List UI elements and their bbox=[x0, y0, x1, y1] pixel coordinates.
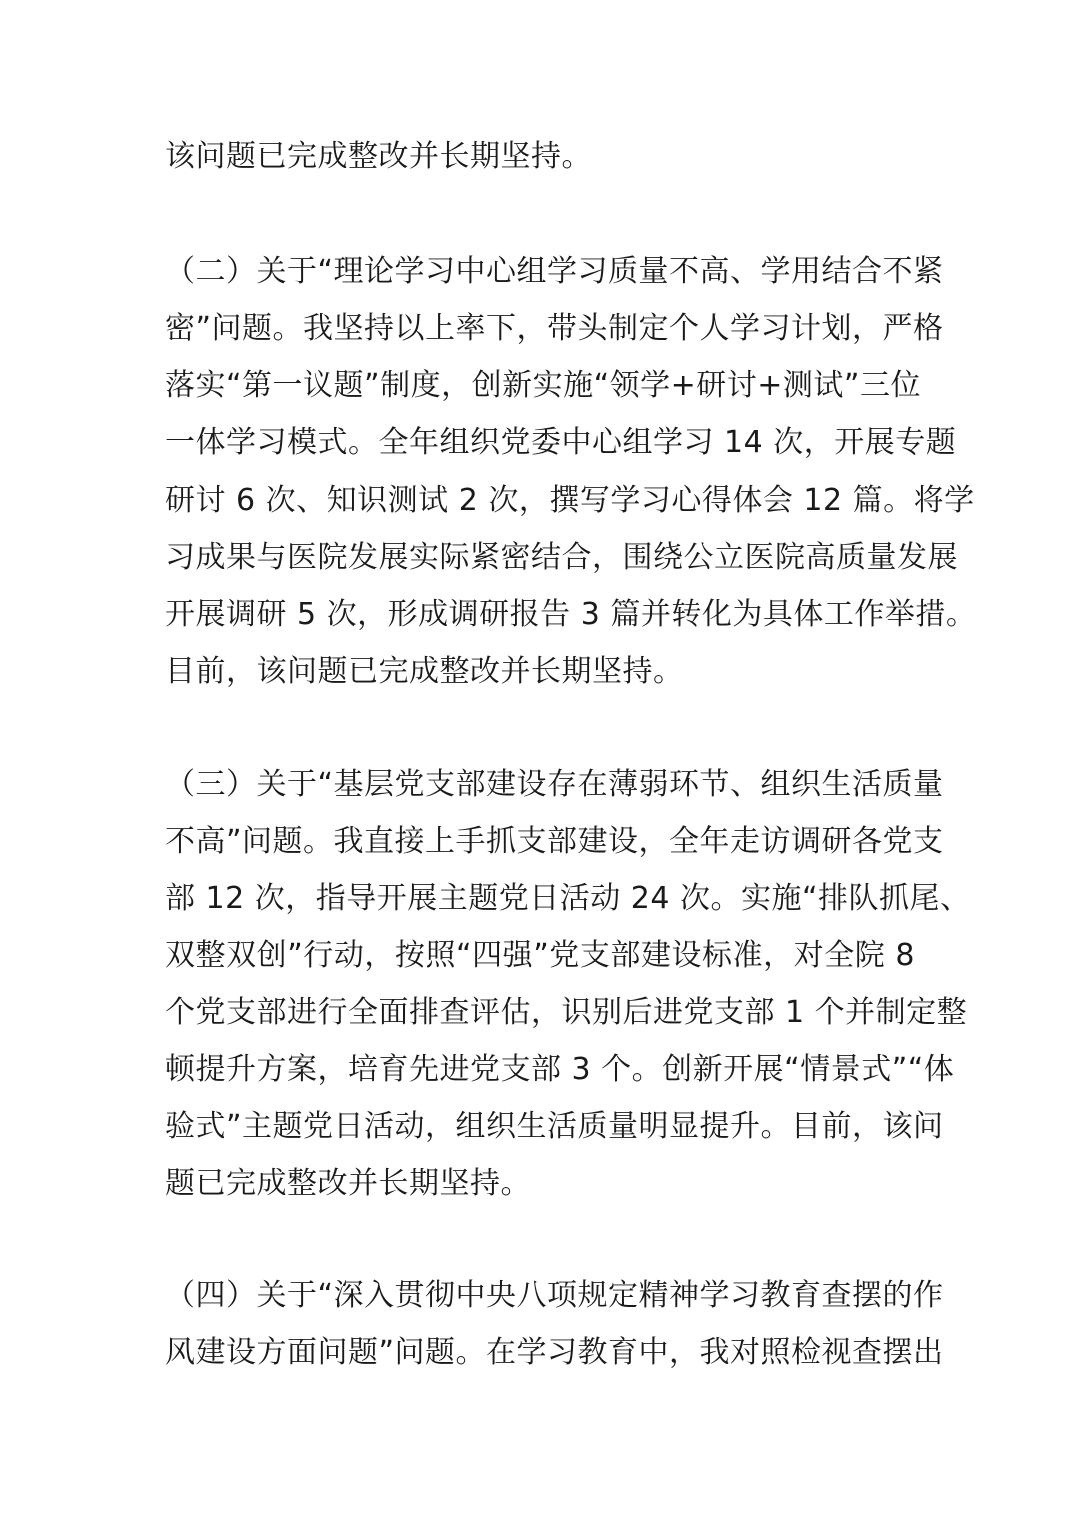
paragraph-2-line-7: 开展调研 5 次，形成调研报告 3 篇并转化为具体工作举措。 bbox=[165, 597, 977, 632]
paragraph-4-line-2: 风建设方面问题”问题。在学习教育中，我对照检视查摆出 bbox=[165, 1335, 944, 1370]
paragraph-1-line-1: 该问题已完成整改并长期坚持。 bbox=[165, 139, 592, 174]
paragraph-3-line-7: 验式”主题党日活动，组织生活质量明显提升。目前，该问 bbox=[165, 1109, 944, 1144]
paragraph-2-line-6: 习成果与医院发展实际紧密结合，围绕公立医院高质量发展 bbox=[165, 540, 958, 575]
paragraph-4-line-1: （四）关于“深入贯彻中央八项规定精神学习教育查摆的作 bbox=[165, 1278, 944, 1313]
paragraph-2-line-4: 一体学习模式。全年组织党委中心组学习 14 次，开展专题 bbox=[165, 425, 957, 460]
paragraph-3-line-8: 题已完成整改并长期坚持。 bbox=[165, 1166, 531, 1201]
paragraph-3-line-1: （三）关于“基层党支部建设存在薄弱环节、组织生活质量 bbox=[165, 767, 944, 802]
paragraph-3-line-2: 不高”问题。我直接上手抓支部建设，全年走访调研各党支 bbox=[165, 824, 944, 859]
paragraph-3-line-3: 部 12 次，指导开展主题党日活动 24 次。实施“排队抓尾、 bbox=[165, 881, 971, 916]
paragraph-3-line-6: 顿提升方案，培育先进党支部 3 个。创新开展“情景式”“体 bbox=[165, 1052, 955, 1087]
paragraph-2-line-2: 密”问题。我坚持以上率下，带头制定个人学习计划，严格 bbox=[165, 311, 944, 346]
paragraph-2-line-3: 落实“第一议题”制度，创新实施“领学+研讨+测试”三位 bbox=[165, 368, 921, 403]
paragraph-2-line-5: 研讨 6 次、知识测试 2 次，撰写学习心得体会 12 篇。将学 bbox=[165, 483, 975, 518]
paragraph-2-line-8: 目前，该问题已完成整改并长期坚持。 bbox=[165, 654, 684, 689]
paragraph-3-line-5: 个党支部进行全面排查评估，识别后进党支部 1 个并制定整 bbox=[165, 995, 968, 1030]
paragraph-3-line-4: 双整双创”行动，按照“四强”党支部建设标准，对全院 8 bbox=[165, 938, 915, 973]
paragraph-2-line-1: （二）关于“理论学习中心组学习质量不高、学用结合不紧 bbox=[165, 254, 944, 289]
